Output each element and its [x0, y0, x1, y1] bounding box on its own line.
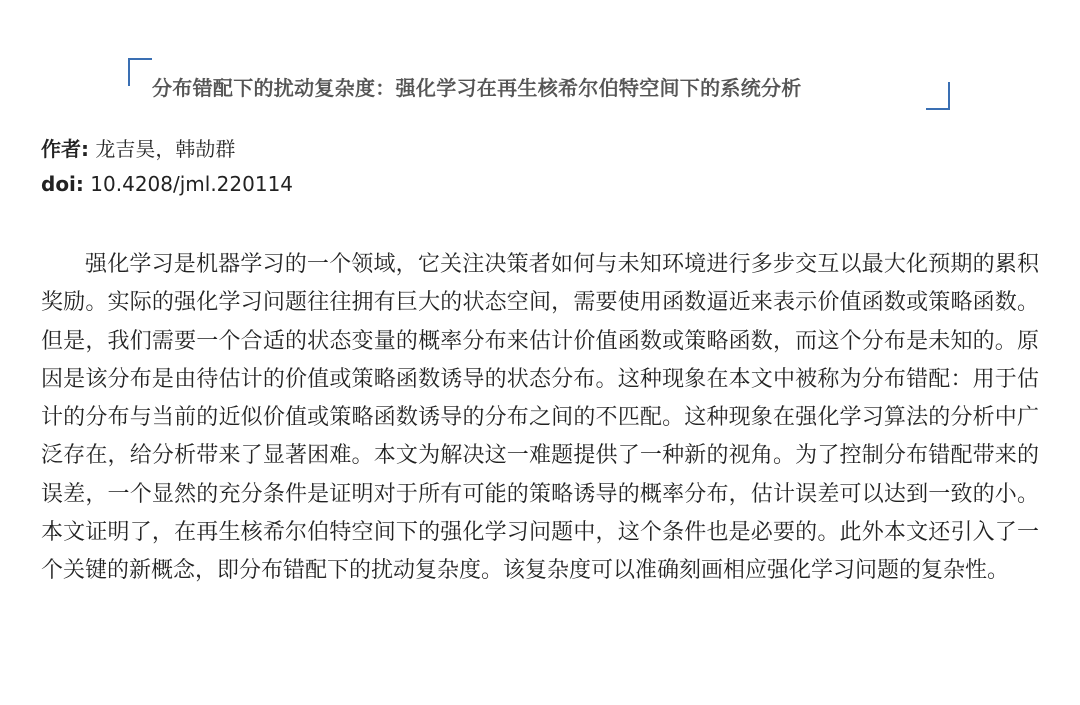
- doi-value: 10.4208/jml.220114: [90, 172, 294, 196]
- doi-line: [41, 172, 293, 196]
- doi-label: doi:: [41, 172, 84, 196]
- authors-value: 龙吉昊，韩劼群: [95, 137, 236, 161]
- title-block: [128, 58, 950, 110]
- authors-label: 作者:: [41, 137, 89, 161]
- title-corner-bottom-right: [926, 82, 950, 110]
- title-corner-top-left: [128, 58, 152, 86]
- abstract-paragraph: 强化学习是机器学习的一个领域，它关注决策者如何与未知环境进行多步交互以最大化预期的累积奖励。实际的强化学习问题往往拥有巨大的状态空间，需要使用函数逼近来表示价值函数或策略函数。但是，我们需要一个合适的状态变量的概率分布来估计价值函数或策略函数，而这个分布是未知的。原因是该分布是由待估计的价值或策略函数诱导的状态分布。这种现象在本文中被称为分布错配：用于估计的分布与当前的近似价值或策略函数诱导的分布之间的不匹配。这种现象在强化学习算法的分析中广泛存在，给分析带来了显著困难。本文为解决这一难题提供了一种新的视角。为了控制分布错配带来的误差，一个显然的充分条件是证明对于所有可能的策略诱导的概率分布，估计误差可以达到一致的小。本文证明了，在再生核希尔伯特空间下的强化学习问题中，这个条件也是必要的。此外本文还引入了一个关键的新概念，即分布错配下的扰动复杂度。该复杂度可以准确刻画相应强化学习问题的复杂性。: [41, 252, 1039, 584]
- paper-title: 分布错配下的扰动复杂度：强化学习在再生核希尔伯特空间下的系统分析: [152, 76, 802, 100]
- authors-line: [41, 133, 235, 162]
